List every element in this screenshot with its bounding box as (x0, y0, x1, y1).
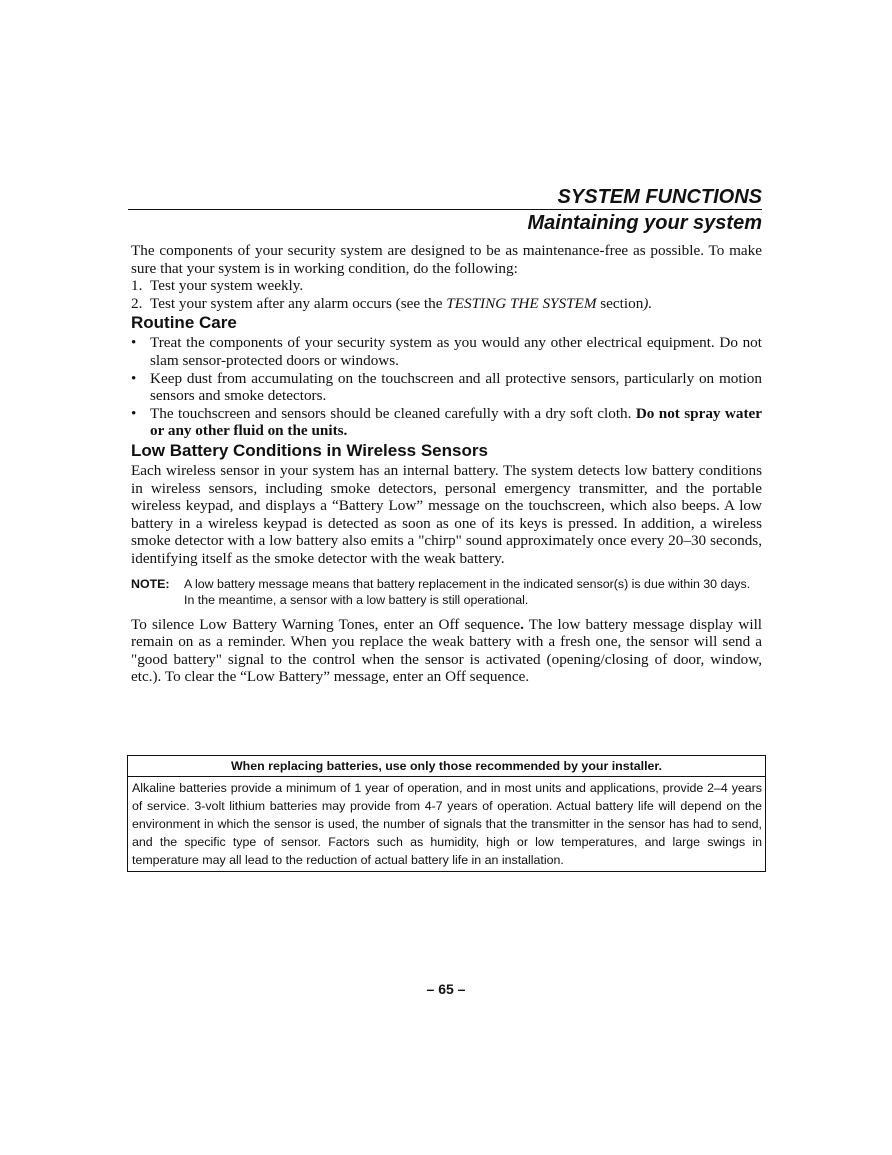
bullet-icon: • (131, 369, 137, 387)
bullet-icon: • (131, 404, 137, 422)
step-item (131, 277, 762, 295)
step-text: Test your system weekly. (150, 277, 304, 295)
note-label: NOTE: (131, 576, 170, 591)
note (131, 576, 762, 608)
battery-info-box (127, 755, 766, 872)
step-item (131, 295, 762, 313)
testing-section-reference: TESTING THE SYSTEM (446, 294, 597, 312)
page-subtitle: Maintaining your system (527, 212, 762, 234)
silence-paragraph: To silence Low Battery Warning Tones, enter an Off sequence. The low battery message display will remain on as a reminder. When you replace the weak battery with a fresh one, the sensor will send a "good battery" signal to the control when the sensor is activated (opening/closing of door, window, etc.). To clear the “Low Battery” message, enter an Off sequence. (131, 615, 763, 686)
step-number: 2. (131, 294, 143, 312)
maintenance-steps (131, 277, 762, 312)
battery-box-title: When replacing batteries, use only those recommended by your installer. (128, 756, 765, 777)
low-battery-paragraph: Each wireless sensor in your system has an internal battery. The system detects low battery conditions in wireless sensors, including smoke detectors, personal emergency transmitter, and the portable wireless keypad, and displays a “Battery Low” message on the touchscreen, which also beeps. A low battery in a wireless keypad is detected as soon as one of its keys is pressed. In addition, a wireless smoke detector with a low battery also emits a "chirp" sound approximately once every 20–30 seconds, identifying itself as the smoke detector with the weak battery. (131, 461, 762, 567)
page-number: – 65 – (426, 981, 466, 997)
cleaning-warning: Do not spray water or any other fluid on the units. (150, 404, 762, 440)
list-item-text: Treat the components of your security system as you would any other electrical equipment. Do not slam sensor-protected doors or windows. (150, 334, 762, 369)
routine-care-heading: Routine Care (131, 313, 237, 333)
step-text: Test your system after any alarm occurs (see the TESTING THE SYSTEM section). (150, 294, 653, 312)
battery-box-body: Alkaline batteries provide a minimum of 1 year of operation, and in most units and applications, provide 2–4 years of service. 3-volt lithium batteries may provide from 4-7 years of operation. Actual battery life will depend on the environment in which the sensor is used, the number of signals that the transmitter in the sensor has had to send, and the specific type of sensor. Factors such as humidity, high or low temperatures, and large swings in temperature may all lead to the reduction of actual battery life in an installation. (132, 781, 762, 867)
note-text: A low battery message means that battery replacement in the indicated sensor(s) is due within 30 days. In the meantime, a sensor with a low battery is still operational. (184, 576, 751, 607)
list-item-text: Keep dust from accumulating on the touchscreen and all protective sensors, particularly on motion sensors and smoke detectors. (150, 369, 762, 405)
list-item-text: The touchscreen and sensors should be cleaned carefully with a dry soft cloth. Do not spray water or any other fluid on the units. (150, 404, 762, 440)
list-item (131, 334, 762, 369)
routine-care-list (131, 334, 762, 440)
list-item (131, 370, 762, 405)
bullet-icon: • (131, 334, 137, 352)
section-title: SYSTEM FUNCTIONS (557, 186, 762, 208)
page-content (131, 185, 762, 686)
low-battery-heading: Low Battery Conditions in Wireless Sensors (131, 440, 488, 460)
step-number: 1. (131, 277, 143, 295)
list-item (131, 405, 762, 440)
intro-paragraph: The components of your security system are designed to be as maintenance-free as possible. To make sure that your system is in working condition, do the following: (131, 242, 762, 277)
